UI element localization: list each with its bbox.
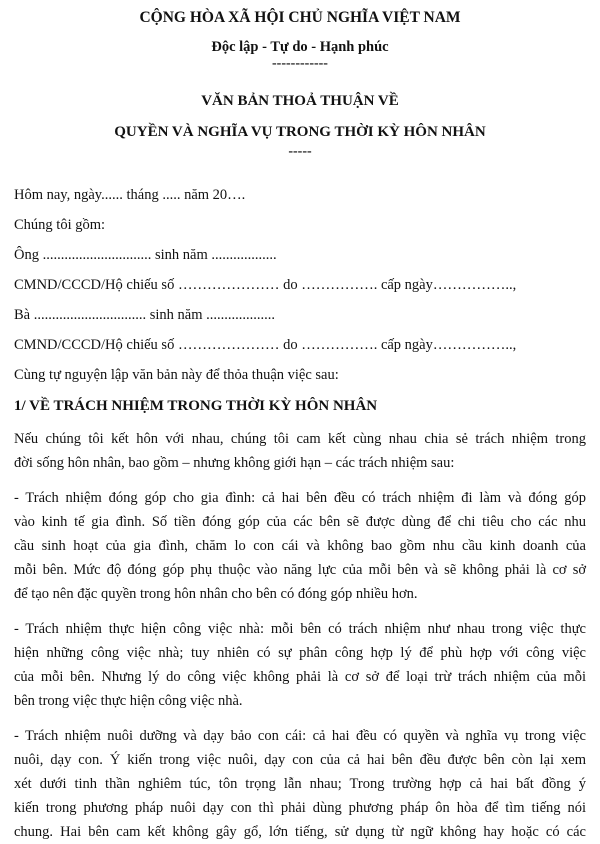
paragraph-line: đời sống hôn nhân, bao gồm – nhưng không giới hạn – các trách nhiệm sau:: [14, 455, 455, 471]
paragraph-line: xét dưới tinh thần nghiêm túc, tôn trọng lẫn nhau; Trong trường hợp cả hai bất đồng ý: [14, 776, 586, 792]
paragraph-line: chung. Hai bên cam kết không gây gổ, lớn tiếng, sử dụng từ ngữ không hay hoặc có các: [14, 824, 586, 840]
paragraph-line: hiện những công việc nhà; tuy nhiên có sự phân công hợp lý để phù hợp với công việc: [14, 645, 586, 661]
paragraph-line: Nếu chúng tôi kết hôn với nhau, chúng tôi cam kết cùng nhau chia sẻ trách nhiệm trong: [14, 431, 586, 447]
title-separator: -----: [288, 144, 312, 159]
national-title: CỘNG HÒA XÃ HỘI CHỦ NGHĨA VIỆT NAM: [139, 9, 461, 26]
paragraph-2: [14, 486, 586, 606]
paragraph-line: bên trong việc thực hiện công việc nhà.: [14, 693, 243, 709]
national-motto: Độc lập - Tự do - Hạnh phúc: [211, 39, 389, 55]
wife-id-line: CMND/CCCD/Hộ chiếu số ………………… do ……………. cấp ngày……………..,: [14, 337, 517, 353]
document-title-line-1: VĂN BẢN THOẢ THUẬN VỀ: [201, 93, 399, 109]
husband-id-line: CMND/CCCD/Hộ chiếu số ………………… do ……………. cấp ngày……………..,: [14, 277, 517, 293]
paragraph-line: kiến trong phương pháp nuôi dạy con thì phải dùng phương pháp ôn hòa để tìm tiếng nói: [14, 800, 586, 816]
paragraph-line: để tạo nên đặc quyền trong hôn nhân cho bên có đóng góp nhiều hơn.: [14, 586, 418, 602]
agreement-line: Cùng tự nguyện lập văn bản này để thỏa thuận việc sau:: [14, 367, 339, 383]
paragraph-line: vào kinh tế gia đình. Số tiền đóng góp của các bên sẽ được dùng để chi tiêu cho các nhu: [14, 514, 586, 530]
paragraph-line: cầu sinh hoạt của gia đình, chăm lo con cái và không bao gồm nhu cầu kinh doanh của: [14, 538, 586, 554]
paragraph-line: - Trách nhiệm nuôi dưỡng và dạy bảo con cái: cả hai đều có quyền và nghĩa vụ trong việc: [14, 728, 586, 744]
paragraph-4: [14, 724, 586, 844]
date-line: Hôm nay, ngày...... tháng ..... năm 20….: [14, 187, 246, 203]
paragraph-3: [14, 617, 586, 713]
header-separator: ------------: [272, 56, 328, 71]
paragraph-line: - Trách nhiệm thực hiện công việc nhà: mỗi bên có trách nhiệm như nhau trong việc thực: [14, 621, 586, 637]
paragraph-line: của mỗi bên. Nhưng lý do công việc không phải là cơ sở để loại trừ trách nhiệm của mỗi: [14, 669, 586, 685]
paragraph-line: - Trách nhiệm đóng góp cho gia đình: cả hai bên đều có trách nhiệm đi làm và đóng góp: [14, 490, 586, 506]
section-heading: 1/ VỀ TRÁCH NHIỆM TRONG THỜI KỲ HÔN NHÂN: [14, 398, 378, 414]
husband-line: Ông .............................. sinh năm ..................: [14, 247, 277, 263]
paragraph-line: mỗi bên. Mức độ đóng góp phụ thuộc vào năng lực của mỗi bên và sẽ không phải là cơ sở: [14, 562, 586, 578]
paragraph-1: [14, 427, 586, 475]
wife-line: Bà ............................... sinh năm ...................: [14, 307, 275, 323]
document-title-line-2: QUYỀN VÀ NGHĨA VỤ TRONG THỜI KỲ HÔN NHÂN: [114, 124, 486, 140]
we-include-line: Chúng tôi gồm:: [14, 217, 106, 233]
paragraph-line: nuôi, dạy con. Ý kiến trong việc nuôi, dạy con của cả hai bên đều được bên còn lại xem: [14, 752, 586, 768]
